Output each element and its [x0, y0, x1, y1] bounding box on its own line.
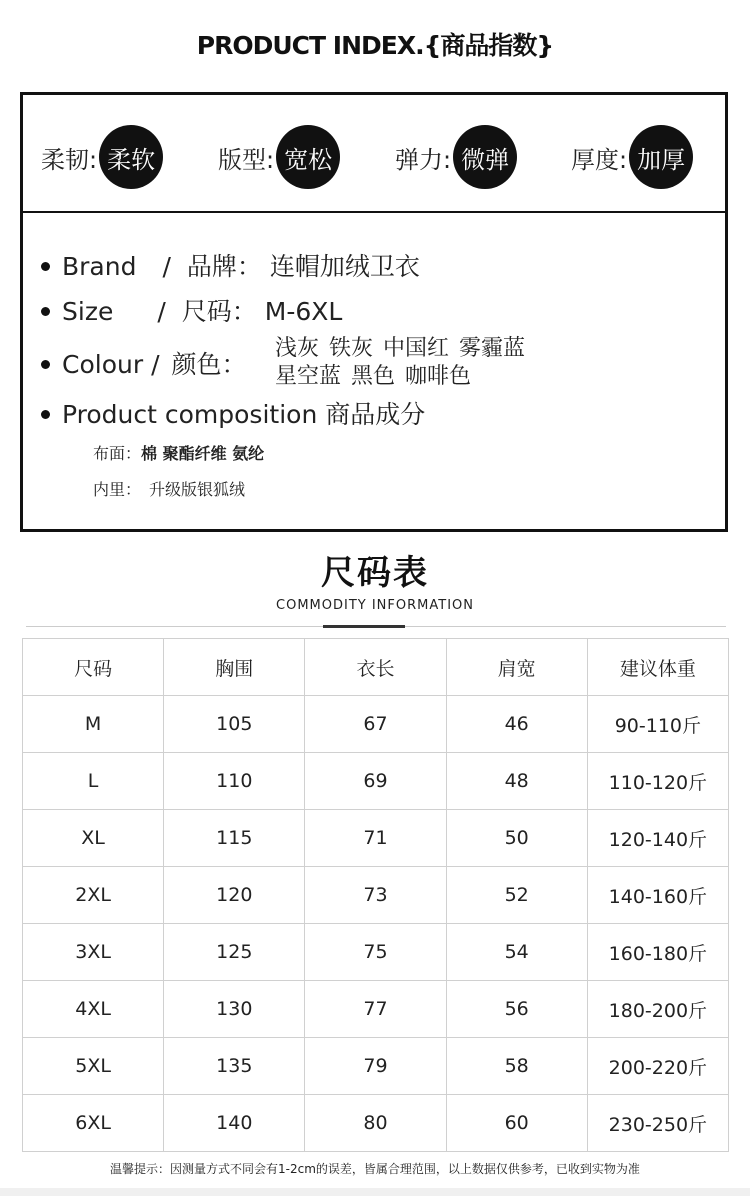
brand-cn-label: 品牌： [186, 252, 262, 281]
colour-option: 咖啡色 [405, 364, 472, 389]
table-header-row [23, 639, 729, 696]
table-row [23, 810, 729, 867]
attribute-value-badge: 加厚 [629, 125, 693, 189]
attribute-label: 厚度: [571, 145, 628, 174]
table-row [23, 1095, 729, 1152]
attribute-label: 弹力: [395, 145, 452, 174]
table-cell: 58 [446, 1038, 587, 1095]
brand-label: Brand [62, 252, 137, 281]
table-cell: L [23, 753, 164, 810]
table-cell: 77 [305, 981, 446, 1038]
table-cell: 60 [446, 1095, 587, 1152]
colour-option: 浅灰 [275, 336, 320, 361]
table-cell: 75 [305, 924, 446, 981]
table-cell: 67 [305, 696, 446, 753]
bullet-icon [41, 360, 50, 369]
divider-accent [323, 625, 405, 628]
table-cell: 115 [164, 810, 305, 867]
colour-option: 星空蓝 [275, 364, 342, 389]
table-cell: 52 [446, 867, 587, 924]
attribute-row [23, 95, 725, 213]
table-row [23, 924, 729, 981]
table-cell: 125 [164, 924, 305, 981]
table-cell: 160-180斤 [587, 924, 728, 981]
composition-line [41, 395, 425, 431]
attribute-value-badge: 宽松 [276, 125, 340, 189]
table-cell: 73 [305, 867, 446, 924]
bottom-strip [0, 1188, 750, 1196]
table-cell: 54 [446, 924, 587, 981]
colour-option: 铁灰 [329, 336, 374, 361]
table-header-cell: 尺码 [23, 639, 164, 696]
table-cell: 105 [164, 696, 305, 753]
size-separator: / [157, 297, 166, 326]
table-row [23, 981, 729, 1038]
page-title: PRODUCT INDEX.{商品指数} [196, 31, 554, 60]
table-cell: M [23, 696, 164, 753]
attribute-fit [218, 125, 340, 189]
table-cell: 5XL [23, 1038, 164, 1095]
colour-option: 黑色 [351, 364, 396, 389]
table-cell: 130 [164, 981, 305, 1038]
table-cell: 6XL [23, 1095, 164, 1152]
table-cell: 180-200斤 [587, 981, 728, 1038]
table-row [23, 867, 729, 924]
table-cell: 3XL [23, 924, 164, 981]
footnote: 温馨提示：因测量方式不同会有1-2cm的误差，皆属合理范围，以上数据仅供参考，已收到实物为准 [110, 1162, 640, 1176]
table-cell: 79 [305, 1038, 446, 1095]
attribute-thickness [571, 125, 693, 189]
size-cn-label: 尺码： [181, 297, 257, 326]
table-row [23, 1038, 729, 1095]
size-value: M-6XL [264, 297, 343, 326]
size-table [22, 638, 729, 1152]
brand-value: 连帽加绒卫衣 [269, 252, 420, 281]
table-cell: 90-110斤 [587, 696, 728, 753]
colour-row-1 [275, 335, 535, 363]
table-row [23, 696, 729, 753]
table-cell: 71 [305, 810, 446, 867]
table-cell: 140-160斤 [587, 867, 728, 924]
attribute-value-badge: 柔软 [99, 125, 163, 189]
table-cell: 2XL [23, 867, 164, 924]
colour-option: 雾霾蓝 [459, 336, 526, 361]
table-cell: 48 [446, 753, 587, 810]
size-label: Size [62, 297, 114, 326]
bullet-icon [41, 307, 50, 316]
colour-line [41, 345, 247, 381]
table-cell: 230-250斤 [587, 1095, 728, 1152]
composition-label: Product composition 商品成分 [62, 400, 426, 429]
table-cell: 46 [446, 696, 587, 753]
table-cell: 135 [164, 1038, 305, 1095]
lining-value: 升级版银狐绒 [149, 480, 246, 499]
attribute-softness [41, 125, 163, 189]
table-header-cell: 肩宽 [446, 639, 587, 696]
brand-line [41, 247, 420, 283]
table-cell: 110 [164, 753, 305, 810]
attribute-value-badge: 微弹 [453, 125, 517, 189]
table-cell: 110-120斤 [587, 753, 728, 810]
table-cell: 120-140斤 [587, 810, 728, 867]
table-cell: 80 [305, 1095, 446, 1152]
table-cell: 200-220斤 [587, 1038, 728, 1095]
lining-line [93, 477, 245, 500]
fabric-value: 棉 聚酯纤维 氨纶 [141, 444, 265, 463]
bullet-icon [41, 262, 50, 271]
colour-label: Colour / [62, 350, 160, 379]
table-cell: 50 [446, 810, 587, 867]
colour-row-2 [275, 363, 535, 391]
colour-option: 中国红 [383, 336, 450, 361]
table-cell: 4XL [23, 981, 164, 1038]
colour-cn-label: 颜色： [171, 350, 247, 379]
size-line [41, 292, 342, 328]
table-cell: 69 [305, 753, 446, 810]
table-header-cell: 胸围 [164, 639, 305, 696]
fabric-label: 布面： [93, 444, 142, 463]
bullet-icon [41, 410, 50, 419]
product-index-box [20, 92, 728, 532]
attribute-label: 版型: [218, 145, 275, 174]
table-header-cell: 衣长 [305, 639, 446, 696]
table-cell: 56 [446, 981, 587, 1038]
size-chart-title: 尺码表 [321, 553, 429, 593]
table-header-cell: 建议体重 [587, 639, 728, 696]
size-chart-subtitle: COMMODITY INFORMATION [276, 598, 474, 613]
table-cell: 120 [164, 867, 305, 924]
fabric-line [93, 441, 264, 464]
attribute-label: 柔韧: [41, 145, 98, 174]
lining-label: 内里： [93, 480, 142, 499]
brand-separator: / [162, 252, 171, 281]
colour-values [275, 335, 535, 391]
table-cell: XL [23, 810, 164, 867]
table-row [23, 753, 729, 810]
attribute-stretch [395, 125, 517, 189]
table-cell: 140 [164, 1095, 305, 1152]
